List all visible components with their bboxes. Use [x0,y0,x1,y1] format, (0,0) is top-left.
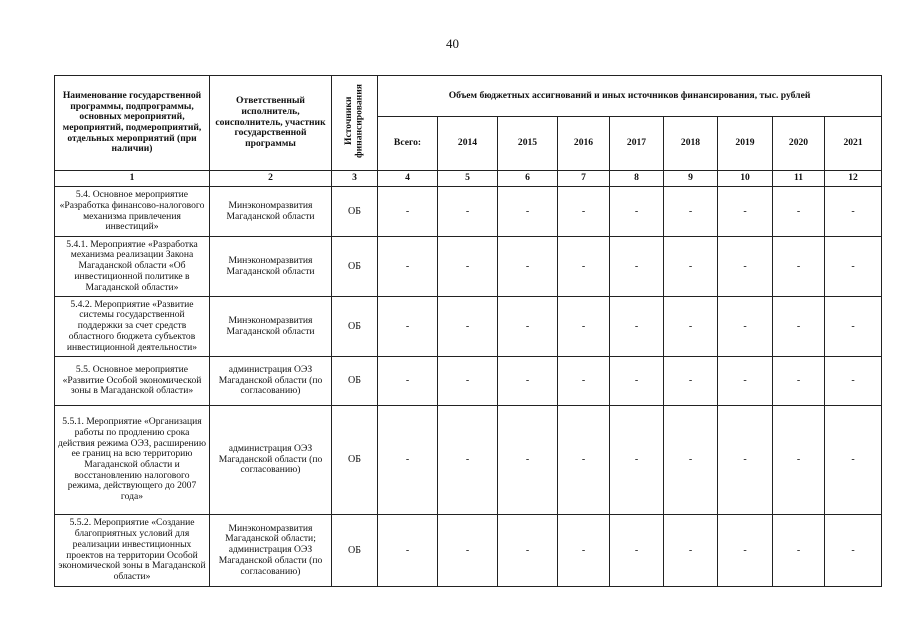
column-number: 7 [558,171,610,187]
table-row [55,357,882,406]
funding-source: ОБ [332,237,378,297]
column-number: 3 [332,171,378,187]
value-year: - [498,515,558,587]
header-volume: Объем бюджетных ассигнований и иных источников финансирования, тыс. рублей [378,76,882,117]
value-year: - [825,237,882,297]
responsible-executor: Минэкономразвития Магаданской области [210,237,332,297]
value-year: - [664,357,718,406]
value-year: - [558,406,610,515]
value-total: - [378,297,438,357]
value-year: - [773,515,825,587]
value-year: - [438,297,498,357]
column-number: 9 [664,171,718,187]
column-number: 6 [498,171,558,187]
value-year: - [825,515,882,587]
value-year: - [718,515,773,587]
funding-source: ОБ [332,297,378,357]
responsible-executor: Минэкономразвития Магаданской области [210,187,332,237]
value-year: - [610,406,664,515]
value-year: - [718,237,773,297]
value-year: - [773,357,825,406]
value-year: - [438,357,498,406]
funding-source: ОБ [332,406,378,515]
header-sources-label: Источники финансирования [342,84,365,159]
header-name: Наименование государственной программы, подпрограммы, основных мероприятий, мероприятий, подмероприятий, отдельных мероприятий (при наличии) [55,76,210,171]
responsible-executor: администрация ОЭЗ Магаданской области (по согласованию) [210,357,332,406]
funding-source: ОБ [332,357,378,406]
header-responsible: Ответственный исполнитель, соисполнитель, участник государственной программы [210,76,332,171]
activity-name: 5.5.1. Мероприятие «Организация работы по продлению срока действия режима ОЭЗ, расширению ее границ на всю территорию Магаданской области и восстановлению налогового режима, действующего до 2007 года» [55,406,210,515]
value-year: - [610,297,664,357]
value-year: - [718,406,773,515]
activity-name: 5.5. Основное мероприятие «Развитие Особой экономической зоны в Магаданской области» [55,357,210,406]
header-year: 2016 [558,117,610,171]
value-year: - [558,187,610,237]
value-year: - [558,515,610,587]
column-number: 4 [378,171,438,187]
value-year: - [718,357,773,406]
value-year: - [438,406,498,515]
value-year: - [438,515,498,587]
value-year: - [825,187,882,237]
responsible-executor: Минэкономразвития Магаданской области [210,297,332,357]
column-number-row [55,171,882,187]
value-total: - [378,187,438,237]
table-row [55,187,882,237]
value-year: - [558,357,610,406]
value-year: - [773,297,825,357]
value-year: - [825,297,882,357]
value-year: - [498,406,558,515]
value-year: - [438,187,498,237]
header-year: 2015 [498,117,558,171]
header-year: 2018 [664,117,718,171]
header-total: Всего: [378,117,438,171]
value-year: - [438,237,498,297]
budget-table [54,75,882,587]
activity-name: 5.4.2. Мероприятие «Развитие системы государственной поддержки за счет средств областного бюджета субъектов инвестиционной деятельности» [55,297,210,357]
value-year: - [498,297,558,357]
activity-name: 5.4. Основное мероприятие «Разработка финансово-налогового механизма привлечения инвестиций» [55,187,210,237]
value-year: - [610,237,664,297]
activity-name: 5.4.1. Мероприятие «Разработка механизма реализации Закона Магаданской области «Об инвестиционной политике в Магаданской области» [55,237,210,297]
value-total: - [378,406,438,515]
value-year: - [664,237,718,297]
table-row [55,297,882,357]
activity-name: 5.5.2. Мероприятие «Создание благоприятных условий для реализации инвестиционных проектов на территории Особой экономической зоны в Магаданской области» [55,515,210,587]
funding-source: ОБ [332,515,378,587]
header-sources [332,76,378,171]
table-row [55,515,882,587]
page-number: 40 [446,36,459,51]
header-year: 2019 [718,117,773,171]
value-year: - [664,297,718,357]
value-year: - [718,187,773,237]
funding-source: ОБ [332,187,378,237]
value-year: - [610,515,664,587]
header-year: 2020 [773,117,825,171]
table-row [55,406,882,515]
value-year: - [773,237,825,297]
column-number: 8 [610,171,664,187]
value-year: - [558,237,610,297]
value-total: - [378,357,438,406]
value-year: - [498,187,558,237]
table-row [55,237,882,297]
column-number: 11 [773,171,825,187]
value-year: - [718,297,773,357]
value-year: - [664,515,718,587]
value-total: - [378,515,438,587]
value-year: - [610,357,664,406]
column-number: 1 [55,171,210,187]
value-total: - [378,237,438,297]
value-year: - [610,187,664,237]
value-year: - [664,406,718,515]
value-year: - [558,297,610,357]
column-number: 5 [438,171,498,187]
value-year: - [498,357,558,406]
value-year: - [825,357,882,406]
column-number: 12 [825,171,882,187]
header-year: 2014 [438,117,498,171]
header-year: 2017 [610,117,664,171]
value-year: - [773,187,825,237]
value-year: - [498,237,558,297]
column-number: 2 [210,171,332,187]
responsible-executor: Минэкономразвития Магаданской области; администрация ОЭЗ Магаданской области (по согласованию) [210,515,332,587]
header-year: 2021 [825,117,882,171]
responsible-executor: администрация ОЭЗ Магаданской области (по согласованию) [210,406,332,515]
value-year: - [825,406,882,515]
column-number: 10 [718,171,773,187]
value-year: - [664,187,718,237]
value-year: - [773,406,825,515]
